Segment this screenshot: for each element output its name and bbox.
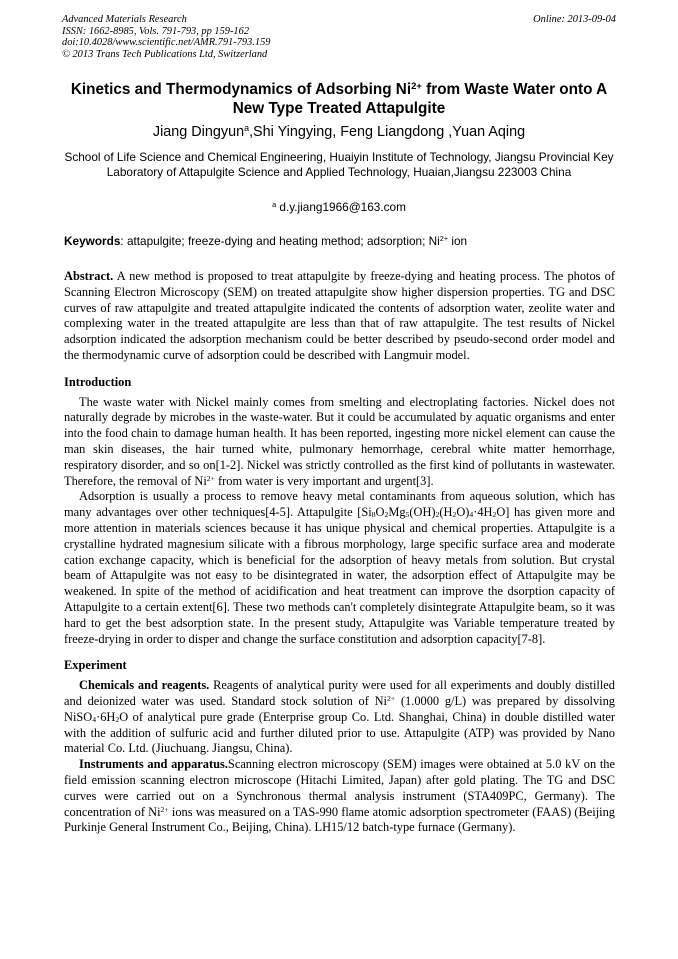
paper-title: Kinetics and Thermodynamics of Adsorbing $Ni^{2+}$ from Waste Water onto A New Type Treated Attapulgite: [70, 80, 608, 117]
doi-line[interactable]: doi:10.4028/www.scientific.net/AMR.791-793.159: [62, 37, 271, 49]
abstract: Abstract. A new method is proposed to treat attapulgite by freeze-dying and heating process. The photos of Scanning Electron Microscopy (SEM) on treated attapulgite show higher dispersion properties. TG and DSC curves of raw attapulgite and treated attapulgite indicated the contents of adsorption water, zeolite water and complexing water in the treated attapulgite are less than that of raw attapulgite. The test results of Nickel adsorption indicated the adsorption mechanism could be better described by pseudo-second order model and the thermodynamic curve of adsorption could be described with Langmuir model.: [64, 269, 615, 362]
copyright-line: © 2013 Trans Tech Publications Ltd, Switzerland: [62, 48, 268, 60]
affiliation: School of Life Science and Chemical Engineering, Huaiyin Institute of Technology, Jiangsu Provincial Key Laboratory of Attapulgite Science and Applied Technology, Huaian,Jiangsu 223003 China: [64, 150, 614, 180]
author-list: Jiang Dingyun$^a$,Shi Yingying, Feng Liangdong ,Yuan Aqing: [152, 123, 526, 140]
paper-body: [64, 269, 615, 836]
issn-line: ISSN: 1662-8985, Vols. 791-793, pp 159-162: [62, 25, 250, 37]
experiment-instruments-paragraph: Instruments and apparatus.Scanning electron microscopy (SEM) images were obtained at 5.0 kV on the field emission scanning electron microscope (Hitachi Limited, Japan) after gold plating. The TG and DSC curves were carried out on a Synchronous thermal analysis instrument (STA409PC, Germany). The concentration of $Ni^{2+}$ ions was measured on a TAS-990 flame atomic adsorption spectrometer (FAAS) (Beijing Purkinje General Instrument Co., Beijing, China). LH15/12 batch-type furnace (Germany).: [64, 757, 616, 835]
journal-name: Advanced Materials Research: [62, 14, 187, 25]
author-email: $^a$ d.y.jiang1966@163.com: [272, 199, 406, 214]
online-date: Online: 2013-09-04: [533, 14, 616, 25]
keywords: Keywords: attapulgite; freeze-dying and heating method; adsorption; $Ni^{2+}$ ion: [64, 233, 468, 248]
experiment-chemicals-paragraph: Chemicals and reagents. Reagents of analytical purity were used for all experiments and doubly distilled and deionized water was used. Standard stock solution of $Ni^{2+}$ (1.0000 g/L) was prepared by dissolving $NiSO_4\cdot 6H_2O$ of analytical pure grade (Enterprise group Co. Ltd. Shanghai, China) in double distilled water with the addition of sulfuric acid and further diluted prior to use. Attapulgite (ATP) was provided by Nano material Co. Ltd. (Jiuchuang. Jiangsu, China).: [64, 678, 615, 756]
section-heading-introduction: Introduction: [64, 374, 132, 389]
journal-header: [62, 14, 616, 60]
journal-info: [62, 14, 270, 60]
section-heading-experiment: Experiment: [64, 658, 127, 673]
introduction-paragraph-2: Adsorption is usually a process to remove heavy metal contaminants from aqueous solution, which has many advantages over other techniques[4-5]. Attapulgite $[Si_8O_2Mg_5(OH)_2(H_2O)_4\cdot 4H_2O]$ has given more and more attention in materials sciences because it has unique physical and chemical properties. Attapulgite is a crystalline hydrated magnesium silicate with a fibrous morphology, large specific surface area and moderate cation exchange capacity, which is beneficial for the adsorption of heavy metals from solution. But crystal beam of Attapulgite was not easy to be disintegrated in water, the adsorption effect of Attapulgite may be weakened. In spite of the method of acidification and heat treatment can improve the dsorption capacity of Attapulgite to a certain extent[6]. These two methods can't completely disintegrate Attapulgite beam, so it was hard to get the best adsorption state. In the present study, Attapulgite was Variable temperature treated by freeze-drying in order to disper and change the surface constitution and adsorption capacity[7-8].: [64, 489, 615, 646]
introduction-paragraph-1: The waste water with Nickel mainly comes from smelting and electroplating factories. Nickel does not naturally degrade by microbes in the waste-water. But it could be accumulated by aquatic organisms and enter into the food chain to damage human health. It has been reported, ingesting more nickel element can cause the man skin diseases, the hair turned white, pulmonary hemorrhage, cerebral white matter hemorrhage, respiratory disorder, and so on[1-2]. Nickel was strictly controlled as the first kind of pollutants in wastewater. Therefore, the removal of $Ni^{2+}$ from water is very important and urgent[3].: [64, 394, 615, 488]
